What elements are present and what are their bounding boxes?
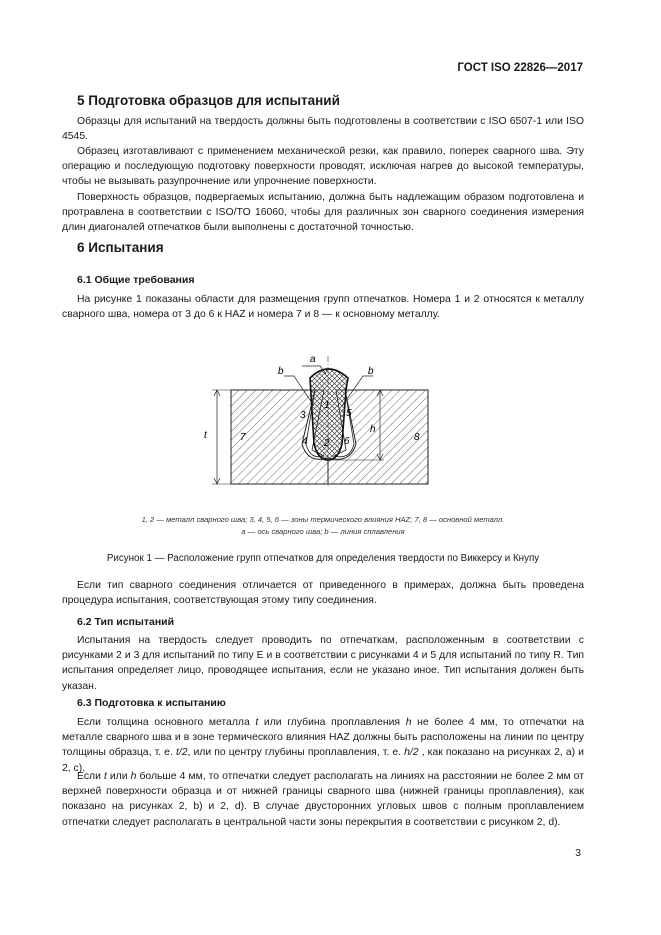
label-6: 6 [344,436,350,447]
label-h: h [370,424,376,435]
figure-1 [62,346,584,486]
section-5-paragraph-2: Образец изготавливают с применением механической резки, как правило, поперек сварного шва. Эту операцию и последующую подготовку поверхности проводят, исключая нагрев до высокой температуры, чтобы не вызывать разупрочнение или упрочнение поверхности. [62,146,584,188]
section-6-1-title: 6.1 Общие требования [77,274,195,286]
label-4: 4 [302,436,308,447]
label-b-right: b [368,366,374,377]
section-6-3-paragraph-2: Если t или h больше 4 мм, то отпечатки следует располагать на линиях на расстоянии не более 2 мм от верхней поверхности образца и от нижней границы сварного шва (нижней границы проплавления), как показано на рисунках 2, b) и 2, d). В случае двусторонних угловых швов с полным проплавлением отпечатки следует располагать в центральной части зоны перекрытия в соответствии с рисунком 2, d). [62,771,584,828]
section-6-1-paragraph-2: Если тип сварного соединения отличается от приведенного в примерах, должна быть проведена процедура испытания, соответствующая этому типу соединения. [62,580,584,607]
label-8: 8 [414,432,420,443]
section-6-title: 6 Испытания [77,240,164,255]
page-number: 3 [575,847,581,859]
section-6-2-title: 6.2 Тип испытаний [77,616,175,628]
label-a: a [310,354,316,365]
label-b-left: b [278,366,284,377]
section-5-title: 5 Подготовка образцов для испытаний [77,93,340,108]
section-6-3-paragraph-1: Если толщина основного металла t или глубина проплавления h не более 4 мм, то отпечатки на металле сварного шва и в зоне термического влияния HAZ должны быть расположены на линии по центру толщины образца, т. е. t/2, или по центру глубины проплавления, т. е. h/2 , как показано на рисунках 2, а) и 2, с). [62,717,584,774]
figure-1-caption: Рисунок 1 — Расположение групп отпечатков для определения твердости по Виккерсу и Кнупу [106,553,540,564]
label-1: 1 [324,400,330,411]
figure-legend-line-2: a — ось сварного шва; b — линия сплавления [241,527,405,536]
label-t: t [204,430,207,441]
section-6-2-paragraph-1: Испытания на твердость следует проводить по отпечаткам, расположенным в соответствии с рисунками 2 и 3 для испытаний по типу E и в соответствии с рисунками 4 и 5 для испытаний по типу R. Тип испытания определяет лицо, проводящее испытания, если не указано иное. Тип испытания должен быть указан. [62,635,584,692]
section-5-paragraph-1: Образцы для испытаний на твердость должны быть подготовлены в соответствии с ISO 6507-1 или ISO 4545. [62,116,584,143]
document-id: ГОСТ ISO 22826—2017 [457,62,583,74]
label-2: 2 [324,438,330,449]
section-5-paragraph-3: Поверхность образцов, подвергаемых испытанию, должна быть надлежащим образом подготовлена и протравлена в соответствии с ISO/TO 16060, чтобы для различных зон сварного соединения измерения длин диагоналей отпечатков были выполнены с достаточной точностью. [62,192,584,234]
label-7: 7 [240,432,246,443]
label-5: 5 [346,408,352,419]
label-3: 3 [300,410,306,421]
section-6-1-paragraph-1: На рисунке 1 показаны области для размещения групп отпечатков. Номера 1 и 2 относятся к металлу сварного шва, номера от 3 до 6 к HAZ и номера 7 и 8 — к основному металлу. [62,294,584,321]
weld-cross-section-diagram [62,346,584,486]
figure-legend-line-1: 1, 2 — металл сварного шва; 3, 4, 5, 6 — зоны термического влияния HAZ; 7, 8 — основной металл. [141,515,505,524]
section-6-3-title: 6.3 Подготовка к испытанию [77,697,226,709]
